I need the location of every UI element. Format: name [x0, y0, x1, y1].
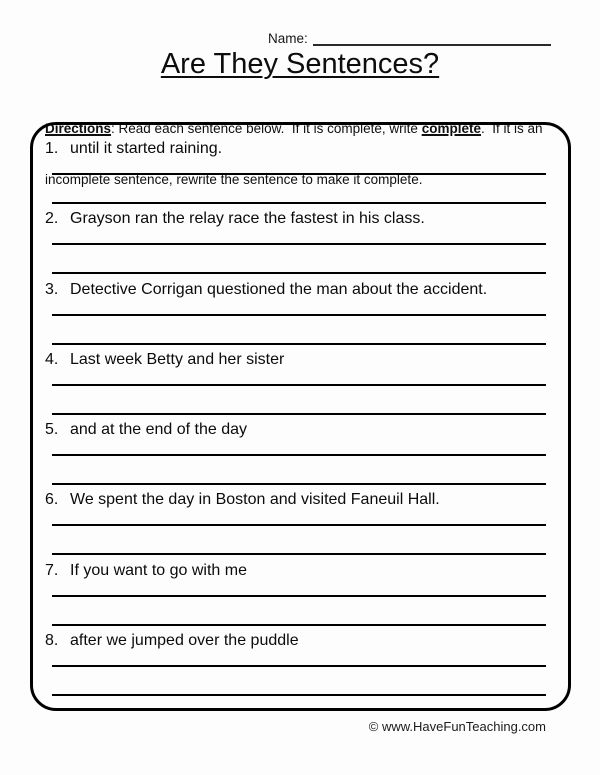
worksheet-item: [44, 280, 547, 350]
answer-line-1[interactable]: [52, 524, 546, 526]
item-sentence: until it started raining.: [70, 140, 223, 157]
item-number: 8.: [45, 632, 59, 650]
answer-line-1[interactable]: [52, 665, 546, 667]
answer-line-1[interactable]: [52, 384, 546, 386]
sentence-row: [45, 562, 247, 580]
answer-line-1[interactable]: [52, 243, 546, 245]
worksheet-item: [44, 209, 547, 279]
items-list: [44, 139, 547, 701]
item-sentence: after we jumped over the puddle: [70, 632, 299, 650]
worksheet-item: [44, 420, 547, 490]
answer-line-2[interactable]: [52, 202, 546, 204]
item-number: 4.: [45, 350, 59, 368]
worksheet-item: [44, 490, 547, 560]
worksheet-item: [44, 139, 547, 209]
sentence-row: [45, 140, 222, 158]
directions-text-mid: : Read each sentence below. If it is complete, write: [111, 121, 422, 136]
copyright-footer: © www.HaveFunTeaching.com: [368, 719, 546, 734]
item-number: 2.: [45, 210, 59, 228]
sentence-row: [45, 491, 440, 509]
item-number: 3.: [45, 280, 59, 298]
item-sentence: Detective Corrigan questioned the man about the accident.: [70, 280, 488, 298]
sentence-row: [45, 281, 487, 299]
item-sentence: Last week Betty and her sister: [70, 350, 285, 368]
answer-line-1[interactable]: [52, 454, 546, 456]
name-label: Name:: [268, 31, 308, 46]
answer-line-1[interactable]: [52, 314, 546, 316]
page-title-text: Are They Sentences?: [160, 48, 440, 80]
answer-line-2[interactable]: [52, 272, 546, 274]
answer-line-1[interactable]: [52, 173, 546, 175]
item-number: 6.: [45, 491, 59, 509]
item-sentence: We spent the day in Boston and visited Faneuil Hall.: [70, 491, 440, 509]
directions-text-end: . If it is an: [480, 121, 543, 136]
answer-line-2[interactable]: [52, 483, 546, 485]
answer-line-2[interactable]: [52, 694, 546, 696]
sentences-box: [30, 122, 571, 711]
answer-line-2[interactable]: [52, 624, 546, 626]
directions-complete-word: complete: [421, 121, 481, 136]
answer-line-1[interactable]: [52, 595, 546, 597]
worksheet-item: [44, 350, 547, 420]
sentence-row: [45, 421, 247, 439]
worksheet-item: [44, 561, 547, 631]
answer-line-2[interactable]: [52, 343, 546, 345]
directions-label: Directions: [45, 121, 112, 136]
item-sentence: Grayson ran the relay race the fastest in his class.: [70, 210, 425, 228]
name-row: [268, 31, 551, 46]
item-number: 5.: [45, 421, 59, 439]
answer-line-2[interactable]: [52, 553, 546, 555]
item-sentence: If you want to go with me: [70, 561, 247, 579]
sentence-row: [45, 351, 284, 369]
item-sentence: and at the end of the day: [70, 421, 248, 439]
item-number: 1.: [45, 140, 59, 157]
item-number: 7.: [45, 561, 59, 579]
worksheet-item: [44, 631, 547, 701]
sentence-row: [45, 210, 425, 228]
answer-line-2[interactable]: [52, 413, 546, 415]
page-title: [0, 48, 600, 81]
sentence-row: [45, 632, 299, 650]
directions-line-2: incomplete sentence, rewrite the sentence to make it complete.: [45, 172, 423, 187]
name-blank-line[interactable]: [313, 32, 551, 46]
